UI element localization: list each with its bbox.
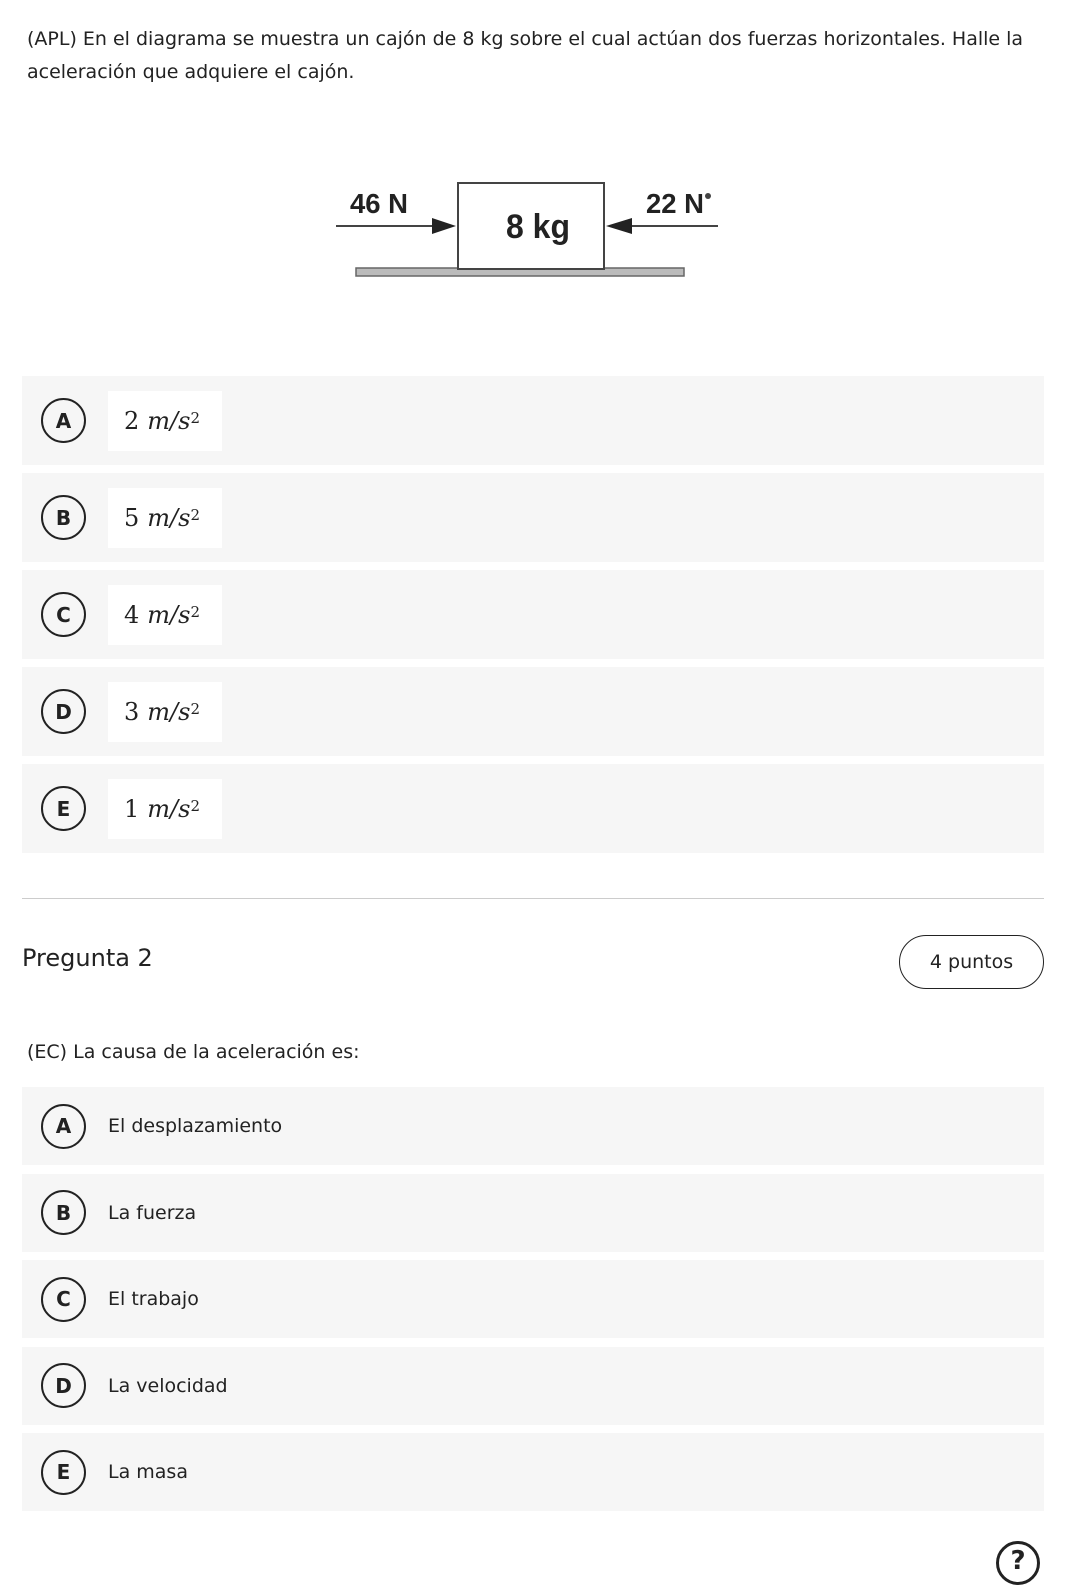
q1-option-b[interactable] [22,473,1044,562]
diagram-left-force-label: 46 N [350,188,408,219]
option-letter-a: A [41,398,86,443]
section-divider [22,898,1044,899]
diagram-right-force-label: 22 N [646,188,704,219]
q2-option-d[interactable] [22,1347,1044,1425]
option-label: La masa [108,1461,188,1483]
option-label: El desplazamiento [108,1115,283,1137]
option-letter-c: C [41,592,86,637]
option-value: 4 m/s $^2$ [108,585,222,645]
question-1-options [22,376,1044,861]
option-letter-c: C [41,1277,86,1322]
option-letter-d: D [41,689,86,734]
q2-option-e[interactable] [22,1433,1044,1511]
q1-option-d[interactable] [22,667,1044,756]
q2-option-a[interactable] [22,1087,1044,1165]
option-value: 1 m/s $^2$ [108,779,222,839]
force-diagram [330,175,730,285]
q1-option-e[interactable] [22,764,1044,853]
question-2-title: Pregunta 2 [22,944,153,972]
option-value: 3 m/s $^2$ [108,682,222,742]
option-letter-a: A [41,1104,86,1149]
q1-option-c[interactable] [22,570,1044,659]
diagram-right-arrowhead [606,218,632,234]
question-2-options [22,1087,1044,1520]
help-icon[interactable]: ? [996,1541,1040,1585]
option-value: 2 m/s $^2$ [108,391,222,451]
option-letter-e: E [41,1450,86,1495]
option-letter-e: E [41,786,86,831]
option-letter-b: B [41,495,86,540]
diagram-left-arrowhead [432,218,456,234]
question-2-text: (EC) La causa de la aceleración es: [27,1041,360,1063]
option-letter-d: D [41,1363,86,1408]
q2-option-b[interactable] [22,1174,1044,1252]
points-badge: 4 puntos [899,935,1044,989]
q2-option-c[interactable] [22,1260,1044,1338]
option-label: El trabajo [108,1288,199,1310]
option-value: 5 m/s $^2$ [108,488,222,548]
question-1-text: (APL) En el diagrama se muestra un cajón de 8 kg sobre el cual actúan dos fuerzas horizontales. Halle la aceleración que adquiere el cajón. [27,28,1024,83]
option-letter-b: B [41,1190,86,1235]
diagram-dot [705,193,711,199]
option-label: La velocidad [108,1374,228,1397]
diagram-mass-label: 8 kg [506,208,570,246]
option-label: La fuerza [108,1201,197,1224]
q1-option-a[interactable] [22,376,1044,465]
